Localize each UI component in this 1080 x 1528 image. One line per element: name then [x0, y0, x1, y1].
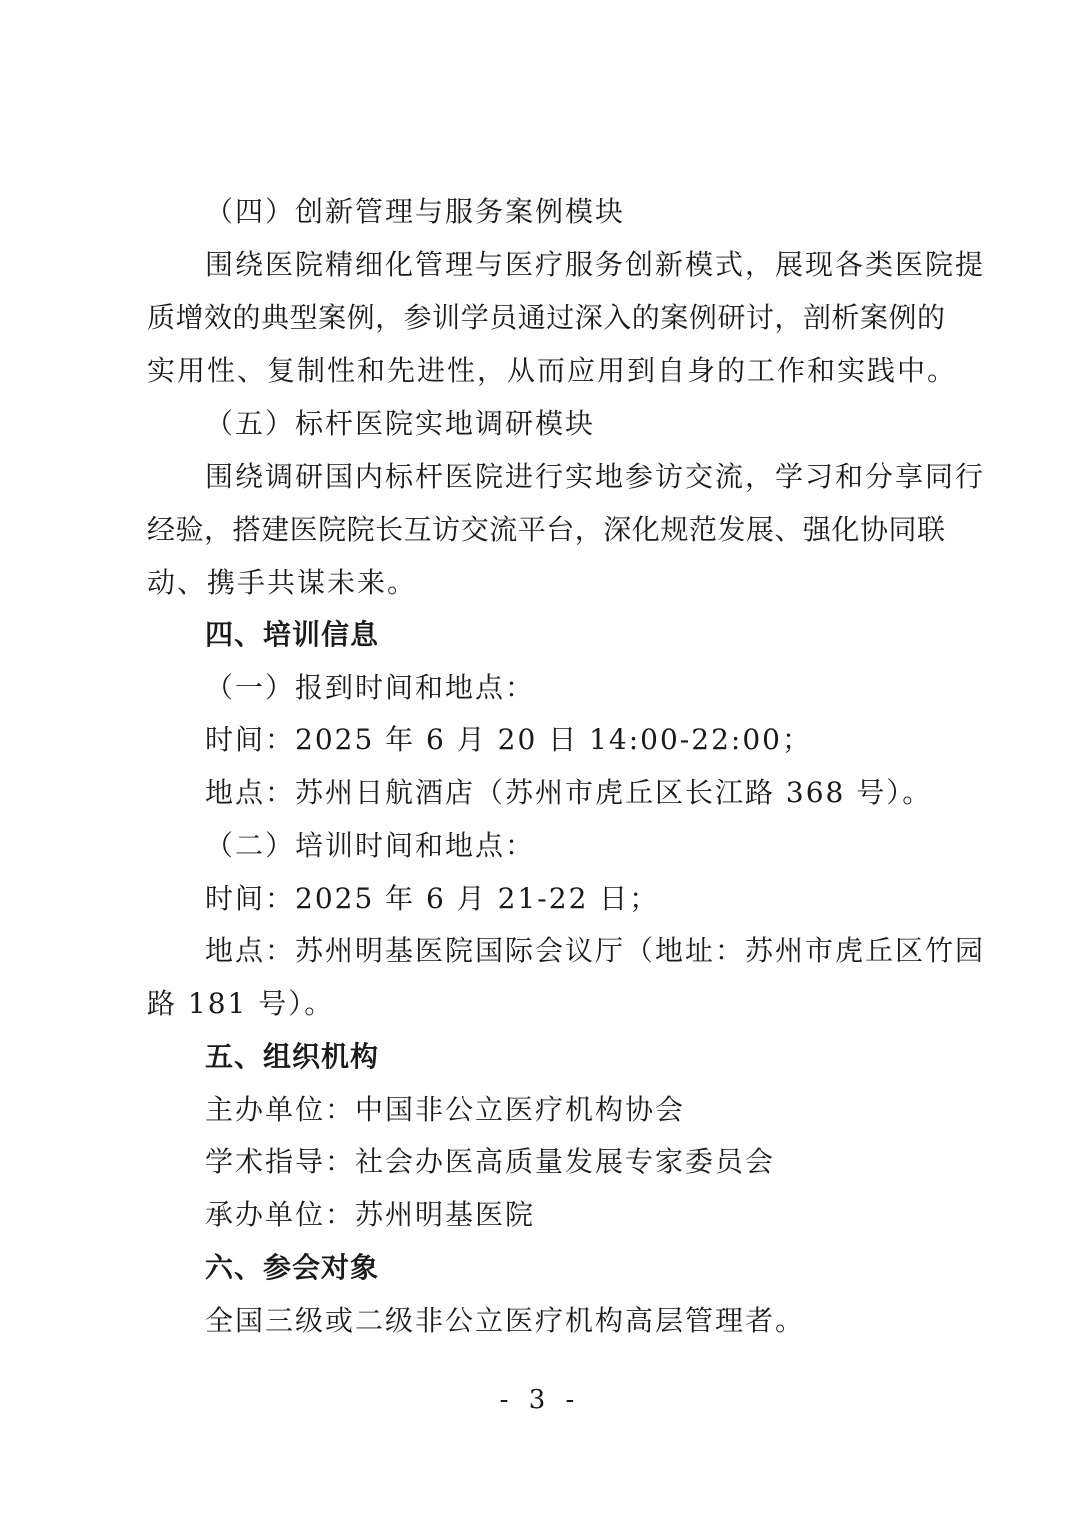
organizer-unit: 承办单位：苏州明基医院 [205, 1198, 536, 1231]
checkin-place: 地点：苏州日航酒店（苏州市虎丘区长江路 368 号）。 [205, 776, 933, 809]
page-number: - 3 - [499, 1385, 581, 1415]
checkin-time: 时间：2025 年 6 月 20 日 14:00-22:00； [205, 723, 812, 756]
module4-paragraph-line-2: 质增效的典型案例，参训学员通过深入的案例研讨，剖析案例的 [147, 301, 945, 334]
module4-paragraph-line-3: 实用性、复制性和先进性，从而应用到自身的工作和实践中。 [147, 354, 958, 387]
participants-text: 全国三级或二级非公立医疗机构高层管理者。 [205, 1304, 806, 1337]
module5-paragraph-line-2: 经验，搭建医院院长互访交流平台，深化规范发展、强化协同联 [147, 513, 945, 546]
module5-paragraph-line-3: 动、携手共谋未来。 [147, 566, 418, 599]
module4-heading: （四）创新管理与服务案例模块 [205, 195, 626, 228]
module5-heading: （五）标杆医院实地调研模块 [205, 407, 596, 440]
training-heading: （二）培训时间和地点： [205, 829, 536, 862]
participants-heading: 六、参会对象 [205, 1251, 380, 1284]
training-place-line-2: 路 181 号）。 [147, 987, 335, 1020]
academic-guidance: 学术指导：社会办医高质量发展专家委员会 [205, 1145, 776, 1178]
host-unit: 主办单位：中国非公立医疗机构协会 [205, 1093, 686, 1126]
training-time: 时间：2025 年 6 月 21-22 日； [205, 882, 660, 915]
module4-paragraph-line-1: 围绕医院精细化管理与医疗服务创新模式，展现各类医院提 [205, 248, 986, 281]
organization-heading: 五、组织机构 [205, 1040, 380, 1073]
training-info-heading: 四、培训信息 [205, 618, 380, 651]
training-place-line-1: 地点：苏州明基医院国际会议厅（地址：苏州市虎丘区竹园 [205, 934, 986, 967]
checkin-heading: （一）报到时间和地点： [205, 671, 536, 704]
module5-paragraph-line-1: 围绕调研国内标杆医院进行实地参访交流，学习和分享同行 [205, 460, 986, 493]
